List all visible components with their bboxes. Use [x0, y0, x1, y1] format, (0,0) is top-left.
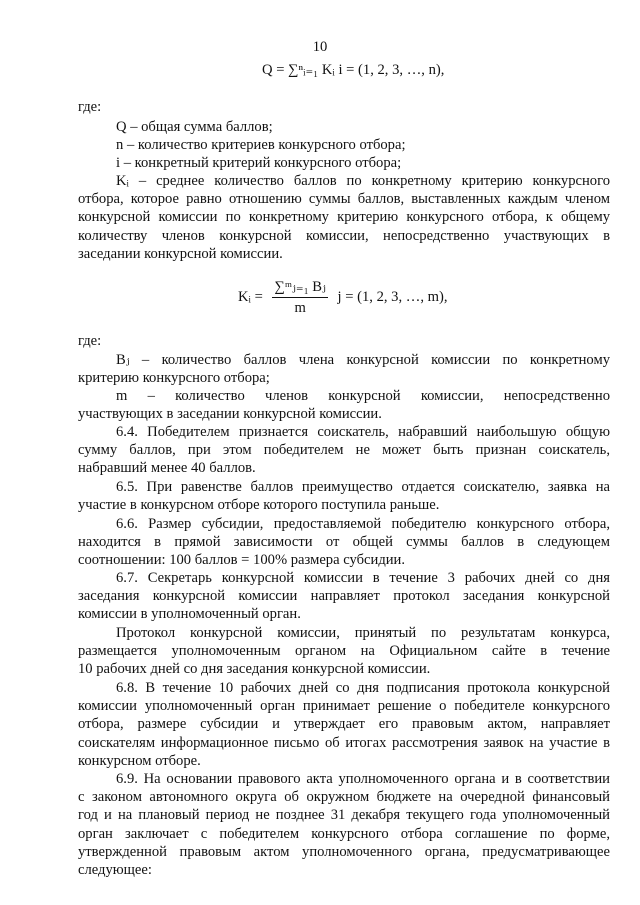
formula-fraction	[272, 278, 327, 317]
definition-n: n – количество критериев конкурсного отбора;	[116, 137, 406, 153]
text-line: Протокол конкурсной комиссии, принятый по результатам конкурса,	[116, 625, 610, 641]
text-line: утвержденной правовым актом уполномоченного органа, предусматривающее	[78, 843, 610, 860]
text-line: Kᵢ – среднее количество баллов по конкретному критерию конкурсного	[116, 173, 610, 189]
definition-k	[78, 172, 610, 263]
where-label: где:	[78, 99, 102, 115]
text-line: комиссии в уполномоченный орган.	[78, 606, 301, 623]
paragraph-6-5	[78, 478, 610, 514]
text-line: конкурсной комиссии по конкретному критерию конкурсного отбора, к общему	[78, 209, 610, 226]
text-line: критерию конкурсного отбора;	[78, 370, 270, 387]
text-line: следующее:	[78, 862, 152, 879]
paragraph-6-4	[78, 423, 610, 478]
text-line: 6.8. В течение 10 рабочих дней со дня подписания протокола конкурсной	[116, 680, 610, 696]
text-line: соискателям информационное письмо об итогах рассмотрения заявок на участие в	[78, 734, 610, 751]
text-line: 6.5. При равенстве баллов преимущество отдается соискателю, заявка на	[116, 479, 610, 495]
text-line: размещается уполномоченным органом на Официальном сайте в течение	[78, 643, 610, 660]
text-line: участие в конкурсном отборе которого поступила раньше.	[78, 497, 440, 514]
paragraph-6-7	[78, 569, 610, 624]
page-number: 10	[312, 39, 328, 55]
text-line: заседания конкурсной комиссии направляет протокол заседания конкурсной	[78, 588, 610, 605]
text-line: сумму баллов, при этом победителем не может быть признан соискатель,	[78, 442, 610, 459]
definition-b	[78, 351, 610, 387]
where-label: где:	[78, 333, 102, 349]
text-line: 6.9. На основании правового акта уполномоченного органа и в соответствии	[116, 771, 610, 787]
text-line: с законом автономного округа об окружном бюджете на очередной финансовый	[78, 789, 610, 806]
text-line: количеству членов конкурсной комиссии, непосредственно участвующих в	[78, 227, 610, 244]
paragraph-6-6	[78, 515, 610, 570]
paragraph-6-8	[78, 679, 610, 770]
text-line: отбора, которое равно отношению суммы баллов, выставленных каждым членом	[78, 191, 610, 208]
text-line: участвующих в заседании конкурсной комиссии.	[78, 406, 382, 423]
text-line: 6.7. Секретарь конкурсной комиссии в течение 3 рабочих дней со дня	[116, 570, 610, 586]
text-line: m – количество членов конкурсной комиссии, непосредственно	[116, 388, 610, 404]
text-line: Bⱼ – количество баллов члена конкурсной комиссии по конкретному	[116, 352, 610, 368]
text-line: 10 рабочих дней со дня заседания конкурсной комиссии.	[78, 661, 431, 678]
text-line: находится в прямой зависимости от общей суммы баллов в следующем	[78, 534, 610, 551]
paragraph-6-9	[78, 770, 610, 879]
text-line: заседании конкурсной комиссии.	[78, 245, 283, 262]
formula-denominator: m	[294, 300, 306, 317]
text-line: отбора, размере субсидии и утверждает его правовым актом, направляет	[78, 716, 610, 733]
formula-rhs: j = (1, 2, 3, …, m),	[337, 289, 448, 306]
formula-numerator: ∑ᵐⱼ₌₁ Bⱼ	[272, 278, 327, 298]
text-line: год и на плановый период не позднее 31 декабря текущего года уполномоченный	[78, 807, 610, 824]
text-line: соотношении: 100 баллов = 100% размера субсидии.	[78, 552, 406, 569]
text-line: 6.6. Размер субсидии, предоставляемой победителю конкурсного отбора,	[116, 516, 610, 532]
definition-q: Q – общая сумма баллов;	[116, 119, 273, 135]
formula-total-score: Q = ∑ⁿᵢ₌₁ Kᵢ i = (1, 2, 3, …, n),	[262, 62, 445, 78]
text-line: конкурсном отборе.	[78, 752, 201, 769]
definition-m	[78, 387, 610, 423]
formula-average-score	[238, 278, 448, 317]
paragraph-protocol	[78, 624, 610, 679]
text-line: 6.4. Победителем признается соискатель, набравший наибольшую общую	[116, 424, 610, 440]
formula-lhs: Kᵢ =	[238, 289, 263, 306]
text-line: комиссии уполномоченный орган принимает решение о победителе конкурсного	[78, 698, 610, 715]
text-line: орган заключает с победителем конкурсного отбора соглашение по форме,	[78, 825, 610, 842]
definition-i: i – конкретный критерий конкурсного отбора;	[116, 155, 402, 171]
text-line: набравший менее 40 баллов.	[78, 460, 256, 477]
